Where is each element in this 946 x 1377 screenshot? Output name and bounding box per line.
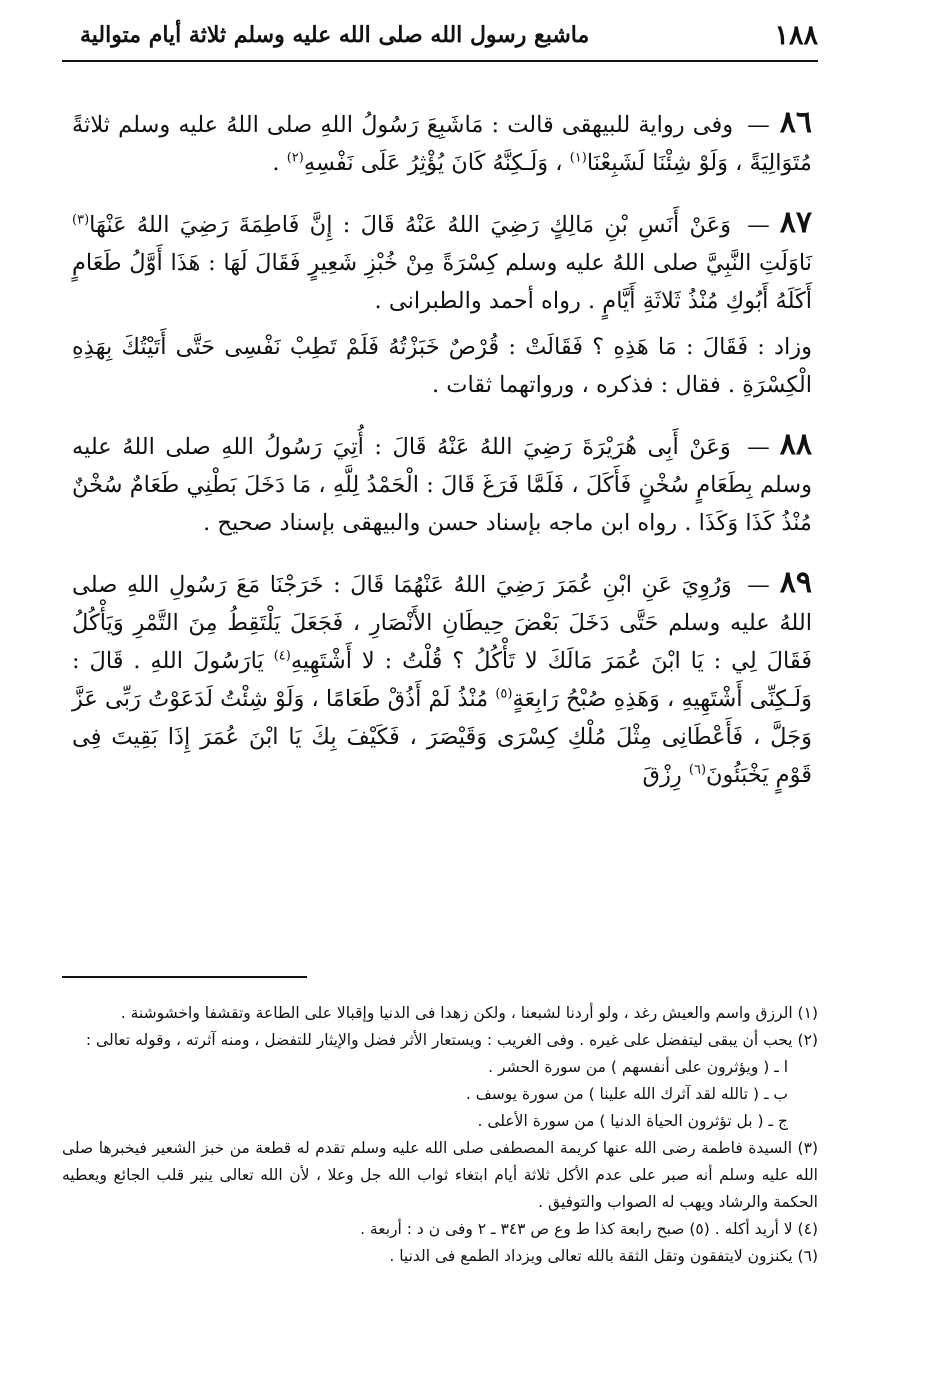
page-number: ١٨٨	[774, 19, 818, 51]
footnote-ref-1[interactable]: (١)	[569, 150, 587, 166]
hadith-text: رِزْقَ	[642, 762, 682, 788]
footnote-ref-5[interactable]: (٥)	[495, 686, 513, 702]
hadith-dash: —	[747, 572, 770, 598]
footnotes	[62, 1000, 818, 1270]
footnote-1: (١) الرزق واسم والعيش رغد ، ولو أردنا لشبعنا ، ولكن زهدا فى الدنيا وإقبالا على الطاعة وتقشفا واخشوشنة .	[120, 1004, 818, 1022]
footnote-ref-2[interactable]: (٢)	[286, 150, 304, 166]
hadith-text: وَرُوِيَ عَنِ ابْنِ عُمَرَ رَضِيَ اللهُ عَنْهُمَا قَالَ : خَرَجْنَا مَعَ رَسُولِ اللهِ صلى اللهُ عليه وسلم حَتَّى دَخَلَ بَعْضَ حِيطَانِ الأَنْصَارِ ، فَجَعَلَ يَلْتَقِطُ مِنَ التَّمْرِ وَيَأْكُلُ فَقَالَ لِي : يَا ابْنَ عُمَرَ مَالَكَ لا تَأْكُلُ ؟ قُلْتُ : لا أَشْتَهِيهِ	[72, 572, 813, 674]
hadith-86	[72, 104, 812, 182]
hadith-number: ٨٩	[779, 565, 812, 600]
main-text	[72, 104, 812, 816]
hadith-number: ٨٦	[779, 105, 812, 140]
footnote-4-5: (٤) لا أريد أكله . (٥) صبح رابعة كذا ط وع ص ٣٤٣ ـ ٢ وفى ن د : أربعة .	[360, 1220, 818, 1238]
hadith-text: وَعَنْ أَبِى هُرَيْرَةَ رَضِيَ اللهُ عَنْهُ قَالَ : أُتِيَ رَسُولُ اللهِ صلى اللهُ عليه وسلم بِطَعَامٍ سُخْنٍ فَأَكَلَ ، فَلَمَّا فَرَغَ قَالَ : الْحَمْدُ لِلَّهِ ، مَا دَخَلَ بَطْنِي طَعَامٌ سُخْنٌ مُنْذُ كَذَا وَكَذَا . رواه ابن ماجه بإسناد حسن والبيهقى بإسناد صحيح .	[72, 434, 812, 536]
footnote-2: (٢) يحب أن يبقى ليتفضل على غيره . وفى الغريب : ويستعار الأثر فضل والإيثار للتفضل ، ومنه آثرته ، وقوله تعالى :	[85, 1031, 818, 1049]
hadith-text: مُنْذُ لَمْ أَذُقْ طَعَامًا ، وَلَوْ شِئْتُ لَدَعَوْتُ رَبِّى عَزَّ وَجَلَّ ، فَأَعْطَانِى مِثْلَ مُلْكِ كِسْرَى وَقَيْصَرَ ، فَكَيْفَ بِكَ يَا ابْنَ عُمَرَ إِذَا بَقِيتَ فِى قَوْمٍ يَخْبَئُونَ	[72, 686, 812, 788]
hadith-text: يَارَسُولَ اللهِ . قَالَ : وَلَـكِنِّى أَشْتَهِيهِ ، وَهَذِهِ صُبْحُ رَابِعَةٍ	[72, 648, 813, 712]
footnote-2-item: ج ـ ( بل تؤثرون الحياة الدنيا ) من سورة الأعلى .	[477, 1112, 788, 1130]
hadith-text: نَاوَلَتِ النَّبِيَّ صلى اللهُ عليه وسلم كِسْرَةً مِنْ خُبْزِ شَعِيرٍ فَقَالَ لَهَا : هَذَا أَوَّلُ طَعَامٍ أَكَلَهُ أَبُوكِ مُنْذُ ثَلاثَةِ أَيَّامٍ . رواه أحمد والطبرانى .	[72, 250, 812, 314]
footnote-2-item: ب ـ ( تالله لقد آثرك الله علينا ) من سورة يوسف .	[465, 1085, 788, 1103]
hadith-dash: —	[747, 212, 770, 238]
page-header	[62, 14, 818, 56]
hadith-89	[72, 564, 812, 794]
footnote-ref-3[interactable]: (٣)	[72, 212, 90, 228]
hadith-number: ٨٧	[779, 205, 812, 240]
hadith-text: وفى رواية للبيهقى قالت : مَاشَبِعَ رَسُولُ اللهِ صلى اللهُ عليه وسلم ثلاثةً مُتَوَالِيَةً ، وَلَوْ شِئْنَا لَشَبِعْنَا	[72, 112, 812, 176]
hadith-number: ٨٨	[779, 427, 813, 462]
footnote-2-item: ا ـ ( ويؤثرون على أنفسهم ) من سورة الحشر .	[488, 1058, 788, 1076]
footnote-2-list	[62, 1054, 818, 1135]
hadith-text: وَعَنْ أَنَسِ بْنِ مَالِكٍ رَضِيَ اللهُ عَنْهُ قَالَ : إِنَّ فَاطِمَةَ رَضِيَ اللهُ عَنْهَا	[89, 212, 731, 238]
hadith-text: ، وَلَـكِنَّهُ كَانَ يُؤْثِرُ عَلَى نَفْسِهِ	[303, 150, 563, 176]
hadith-88	[72, 426, 812, 542]
footnote-6: (٦) يكنزون لايتفقون وتقل الثقة بالله تعالى ويزداد الطمع فى الدنيا .	[389, 1247, 818, 1265]
hadith-dash: —	[747, 434, 770, 460]
footnote-ref-6[interactable]: (٦)	[688, 762, 707, 778]
hadith-87-addition	[72, 328, 812, 404]
header-rule	[62, 60, 818, 62]
footnote-separator	[62, 976, 307, 978]
addition-text: وزاد : فَقَالَ : مَا هَذِهِ ؟ فَقَالَتْ : قُرْصٌ خَبَزْتُهُ فَلَمْ تَطِبْ نَفْسِى حَتَّى أَتَيْتُكَ بِهَذِهِ الْكِسْرَةِ . فقال : فذكره ، ورواتهما ثقات .	[72, 334, 812, 398]
hadith-text: .	[272, 150, 280, 176]
footnote-ref-4[interactable]: (٤)	[273, 648, 291, 664]
footnote-3: (٣) السيدة فاطمة رضى الله عنها كريمة المصطفى صلى الله عليه وسلم تقدم له قطعة من خبز الشعير فيخبرها صلى الله عليه وسلم أنه صبر على عدم الأكل ثلاثة أيام ابتغاء ثواب الله جل وعلا ، لأن الله تعالى ينير قلب الجائع ويعطيه الحكمة والرشاد ويهب له الصواب والتوفيق .	[62, 1139, 818, 1211]
book-page	[62, 14, 818, 1364]
running-title: ماشبع رسول الله صلى الله عليه وسلم ثلاثة أيام متوالية	[80, 22, 590, 48]
hadith-87	[72, 204, 812, 320]
hadith-dash: —	[747, 112, 770, 138]
